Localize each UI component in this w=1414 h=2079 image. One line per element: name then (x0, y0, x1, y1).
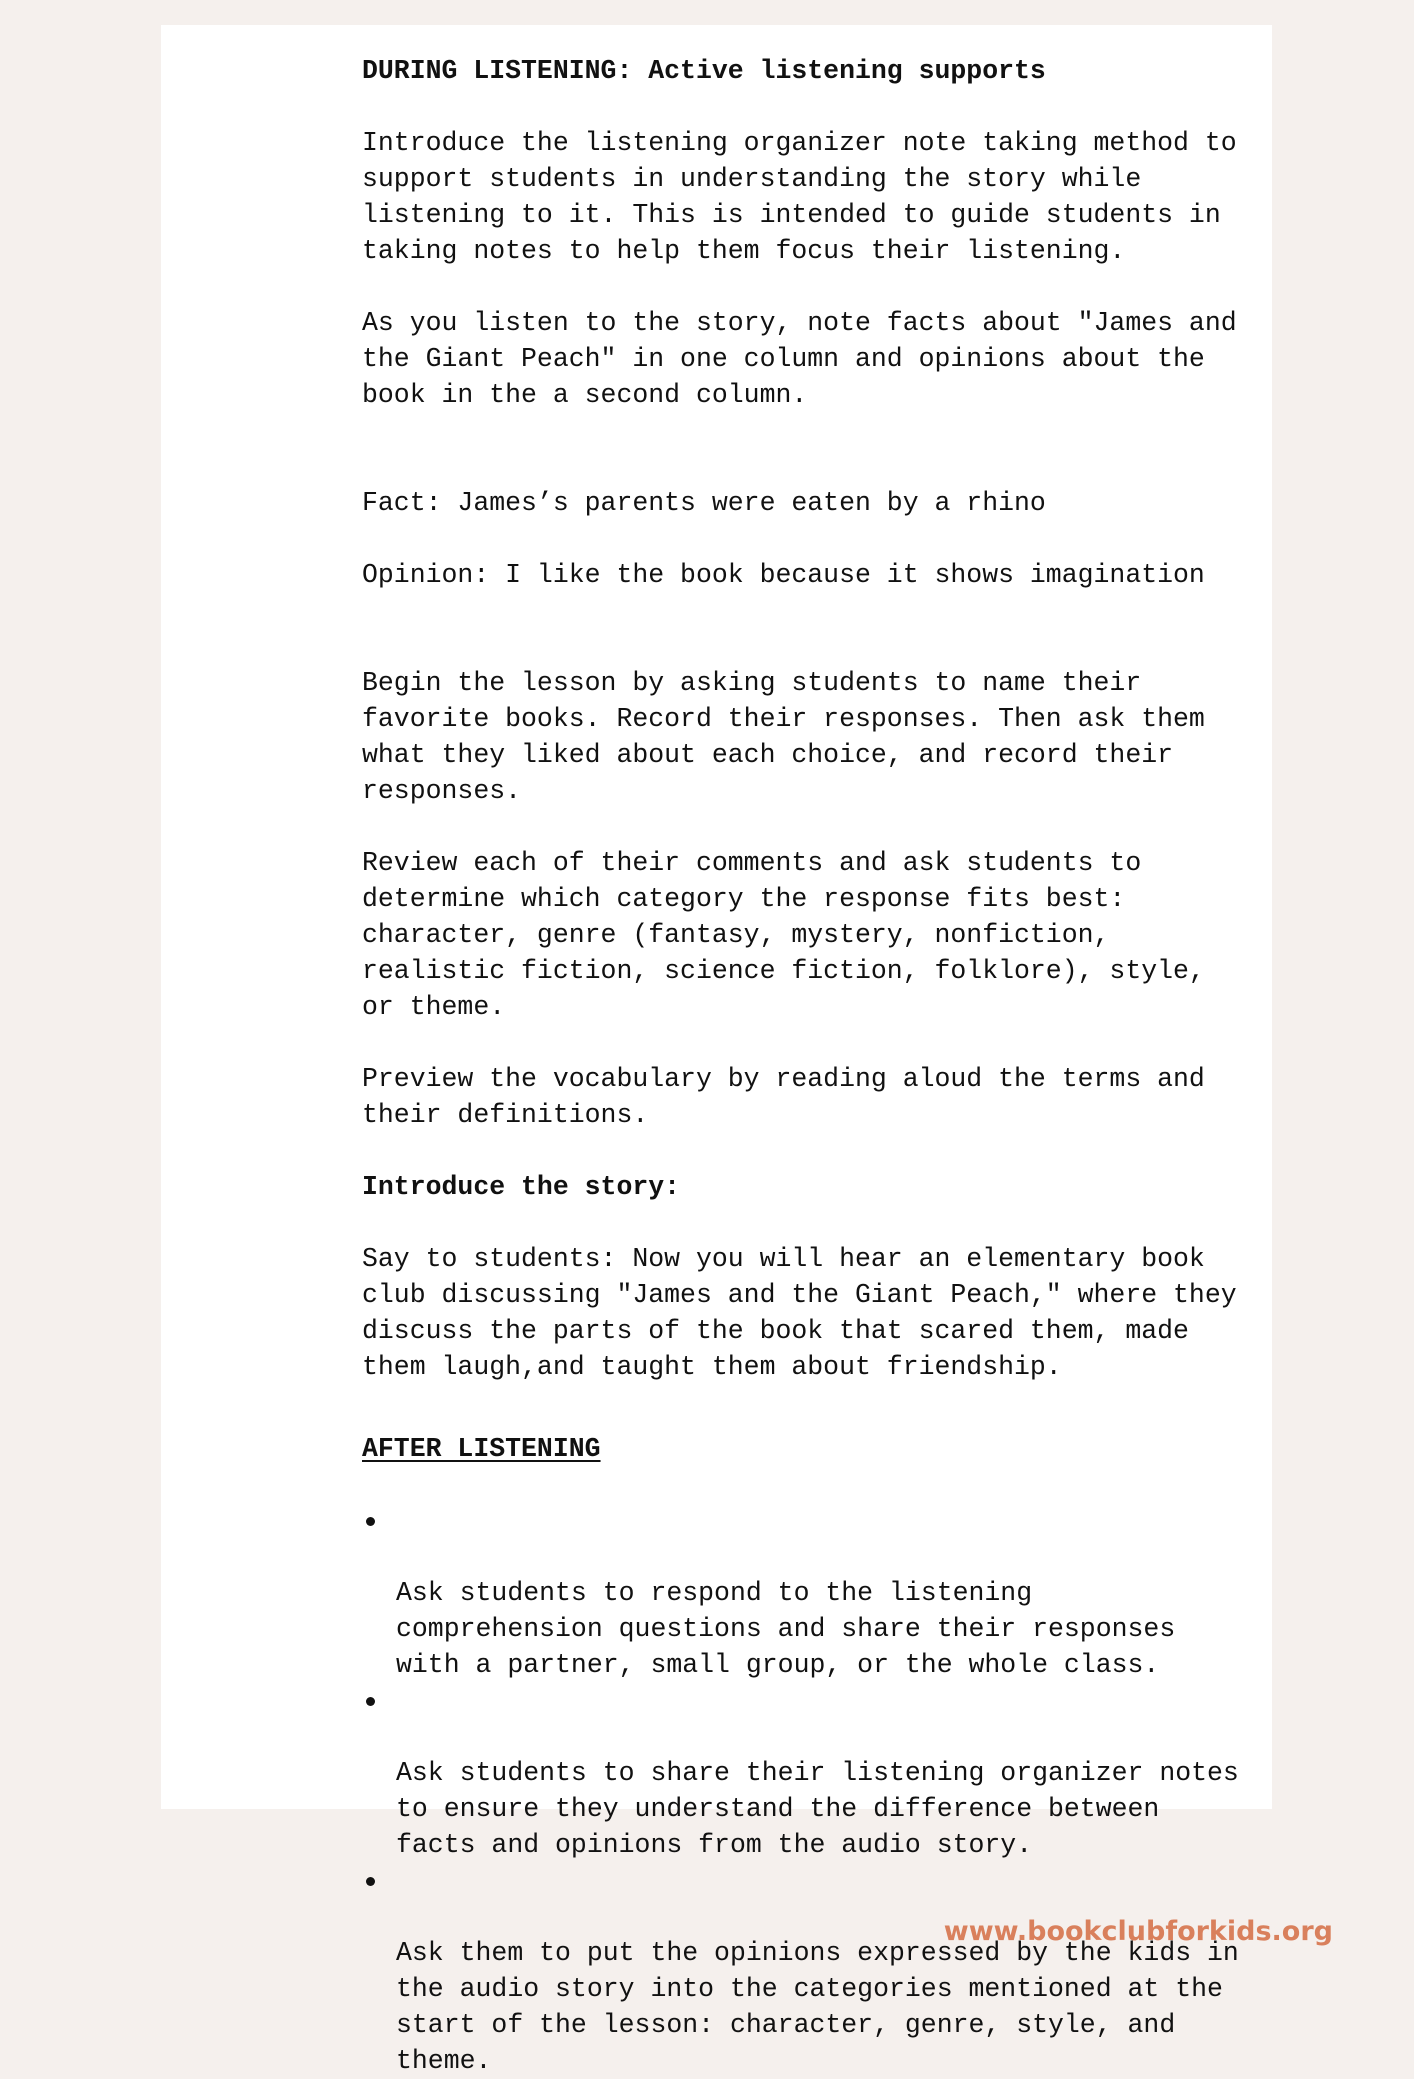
after-listening-heading: AFTER LISTENING (362, 1434, 601, 1464)
review-paragraph: Review each of their comments and ask students to determine which category the response fits best: character, genre (fantasy, mystery, nonfiction, realistic fiction, science fiction, folklore), style, or theme. (362, 848, 1205, 1022)
during-listening-heading: DURING LISTENING: Active listening supports (362, 56, 1046, 86)
list-item (362, 1503, 1242, 1683)
website-link[interactable]: www.bookclubforkids.org (943, 1916, 1333, 1947)
bullet-icon (366, 1517, 375, 1526)
list-item (362, 1863, 1242, 2079)
bullet-icon (366, 1877, 375, 1886)
after-listening-section (362, 1421, 1242, 2079)
list-item (362, 1683, 1242, 1863)
say-to-students-paragraph: Say to students: Now you will hear an elementary book club discussing "James and the Giant Peach," where they discuss the parts of the book that scared them, made them laugh,and taught them about friendship. (362, 1244, 1237, 1382)
fact-example: Fact: James’s parents were eaten by a rhino (362, 488, 1046, 518)
after-listening-list (362, 1503, 1242, 2079)
list-item-text: Ask students to respond to the listening comprehension questions and share their responses with a partner, small group, or the whole class. (396, 1578, 1176, 1680)
list-item-text: Ask them to put the opinions expressed by the kids in the audio story into the categories mentioned at the start of the lesson: character, genre, style, and theme. (396, 1938, 1239, 2076)
facts-opinions-paragraph: As you listen to the story, note facts about "James and the Giant Peach" in one column and opinions about the book in the a second column. (362, 308, 1237, 410)
introduce-story-heading: Introduce the story: (362, 1172, 681, 1202)
intro-paragraph: Introduce the listening organizer note taking method to support students in understanding the story while listening to it. This is intended to guide students in taking notes to help them focus their listening. (362, 128, 1237, 266)
list-item-text: Ask students to share their listening organizer notes to ensure they understand the difference between facts and opinions from the audio story. (396, 1758, 1239, 1860)
opinion-example: Opinion: I like the book because it shows imagination (362, 560, 1205, 590)
preview-paragraph: Preview the vocabulary by reading aloud the terms and their definitions. (362, 1064, 1205, 1130)
document-content (362, 53, 1242, 2079)
example-block (362, 449, 1242, 629)
begin-lesson-paragraph: Begin the lesson by asking students to name their favorite books. Record their responses. Then ask them what they liked about each choice, and record their responses. (362, 668, 1205, 806)
bullet-icon (366, 1697, 375, 1706)
